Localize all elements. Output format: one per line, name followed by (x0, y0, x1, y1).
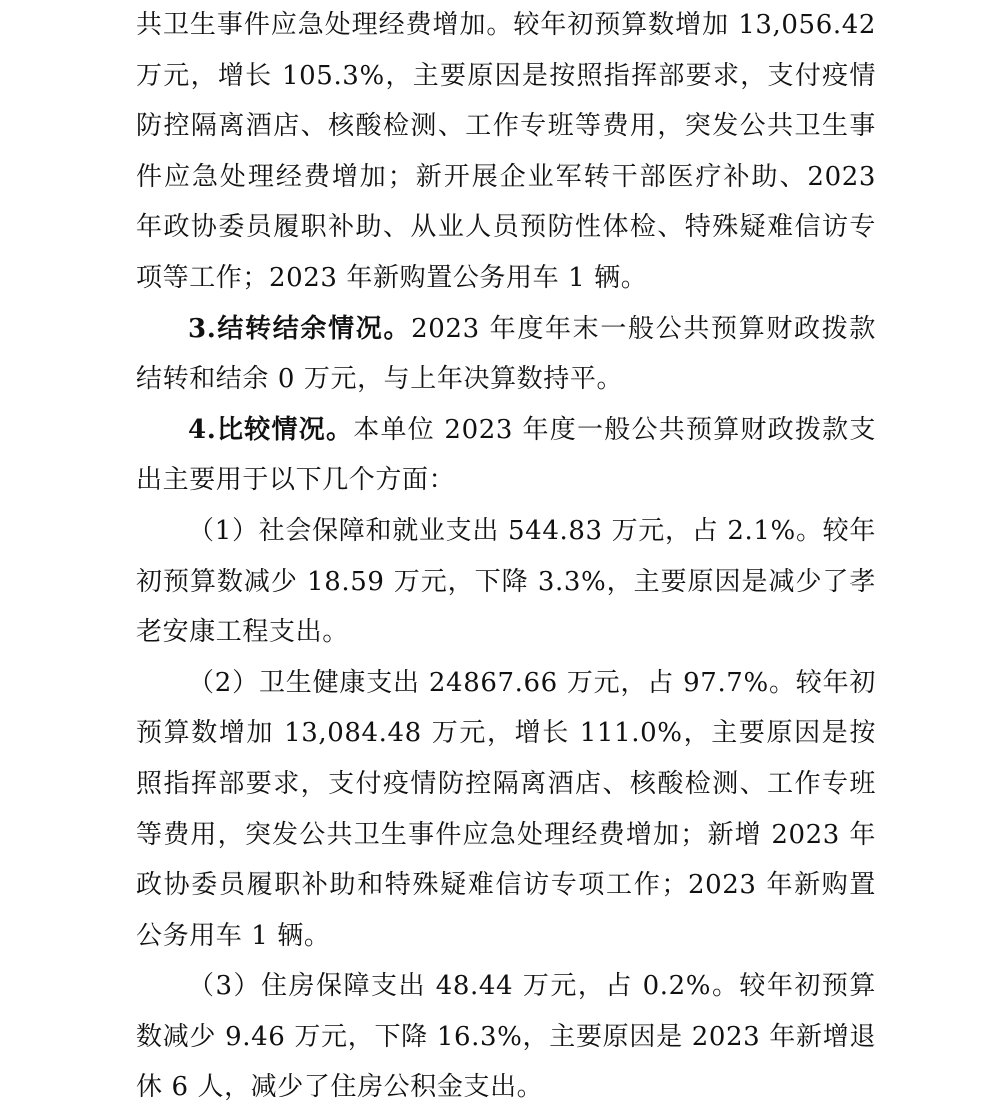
paragraph-comparison (136, 405, 876, 506)
section-heading: 3.结转结余情况。 (188, 313, 412, 344)
paragraph-text: 共卫生事件应急处理经费增加。较年初预算数增加 13,056.42 万元，增长 105.3%，主要原因是按照指挥部要求，支付疫情防控隔离酒店、核酸检测、工作专班等费用，突发公共卫生事件应急处理经费增加；新开展企业军转干部医疗补助、2023 年政协委员履职补助、从业人员预防性体检、特殊疑难信访专项等工作；2023 年新购置公务用车 1 辆。 (136, 10, 876, 293)
paragraph-item-health (136, 658, 876, 962)
paragraph-text: （2）卫生健康支出 24867.66 万元，占 97.7%。较年初预算数增加 13,084.48 万元，增长 111.0%，主要原因是按照指挥部要求，支付疫情防控隔离酒店、核酸检测、工作专班等费用，突发公共卫生事件应急处理经费增加；新增 2023 年政协委员履职补助和特殊疑难信访专项工作；2023 年新购置公务用车 1 辆。 (136, 667, 876, 951)
paragraph-text: （3）住房保障支出 48.44 万元，占 0.2%。较年初预算数减少 9.46 万元，下降 16.3%，主要原因是 2023 年新增退休 6 人，减少了住房公积金支出。 (136, 971, 876, 1103)
paragraph-text: （1）社会保障和就业支出 544.83 万元，占 2.1%。较年初预算数减少 18.59 万元，下降 3.3%，主要原因是减少了孝老安康工程支出。 (136, 515, 876, 648)
paragraph-continuation (136, 0, 876, 304)
document-page (136, 0, 876, 1113)
paragraph-text: 本单位 2023 年度一般公共预算财政拨款支出主要用于以下几个方面： (136, 414, 877, 496)
paragraph-item-housing (136, 961, 876, 1113)
section-heading: 4.比较情况。 (188, 414, 354, 445)
paragraph-item-social-security (136, 506, 876, 658)
paragraph-carryover-balance (136, 304, 876, 405)
paragraph-text: 2023 年度年末一般公共预算财政拨款结转和结余 0 万元，与上年决算数持平。 (136, 313, 876, 395)
